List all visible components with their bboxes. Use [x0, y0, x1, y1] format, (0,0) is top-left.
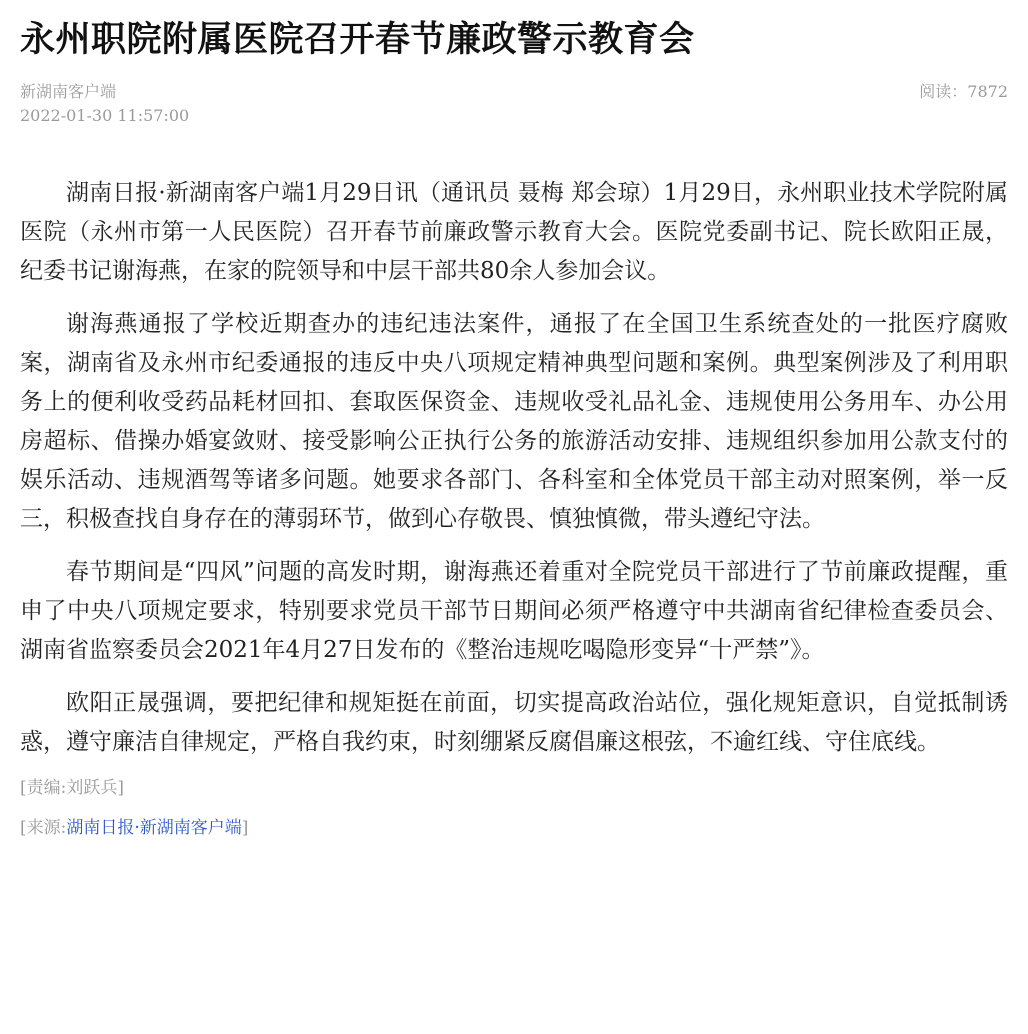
origin-prefix: [来源: — [20, 818, 67, 838]
article-editor: [责编:刘跃兵] — [20, 778, 124, 798]
article-body — [20, 174, 1008, 762]
read-count-value: 7872 — [967, 82, 1008, 101]
article-paragraph: 谢海燕通报了学校近期查办的违纪违法案件，通报了在全国卫生系统查处的一批医疗腐败案，湖南省及永州市纪委通报的违反中央八项规定精神典型问题和案例。典型案例涉及了利用职务上的便利收受药品耗材回扣、套取医保资金、违规收受礼品礼金、违规使用公务用车、办公用房超标、借操办婚宴敛财、接受影响公正执行公务的旅游活动安排、违规组织参加用公款支付的娱乐活动、违规酒驾等诸多问题。她要求各部门、各科室和全体党员干部主动对照案例，举一反三，积极查找自身存在的薄弱环节，做到心存敬畏、慎独慎微，带头遵纪守法。 — [20, 311, 1008, 532]
read-count — [919, 80, 1008, 104]
article-meta — [20, 80, 1008, 130]
article-paragraph: 欧阳正晟强调，要把纪律和规矩挺在前面，切实提高政治站位，强化规矩意识，自觉抵制诱惑，遵守廉洁自律规定，严格自我约束，时刻绷紧反腐倡廉这根弦，不逾红线、守住底线。 — [20, 690, 1008, 755]
origin-link[interactable]: 湖南日报·新湖南客户端 — [66, 818, 242, 838]
article-title: 永州职院附属医院召开春节廉政警示教育会 — [20, 20, 695, 60]
article-origin — [20, 816, 1008, 840]
article-datetime: 2022-01-30 11:57:00 — [20, 106, 190, 125]
origin-suffix: ] — [241, 818, 249, 838]
read-count-label: 阅读： — [919, 82, 968, 101]
article-paragraph: 春节期间是“四风”问题的高发时期，谢海燕还着重对全院党员干部进行了节前廉政提醒，重申了中央八项规定要求，特别要求党员干部节日期间必须严格遵守中共湖南省纪律检查委员会、湖南省监察委员会2021年4月27日发布的《整治违规吃喝隐形变异“十严禁”》。 — [20, 559, 1008, 663]
article-source: 新湖南客户端 — [20, 82, 117, 101]
article — [20, 0, 1008, 840]
article-paragraph: 湖南日报·新湖南客户端1月29日讯（通讯员 聂梅 郑会琼）1月29日，永州职业技术学院附属医院（永州市第一人民医院）召开春节前廉政警示教育大会。医院党委副书记、院长欧阳正晟，纪委书记谢海燕，在家的院领导和中层干部共80余人参加会议。 — [20, 180, 1008, 284]
